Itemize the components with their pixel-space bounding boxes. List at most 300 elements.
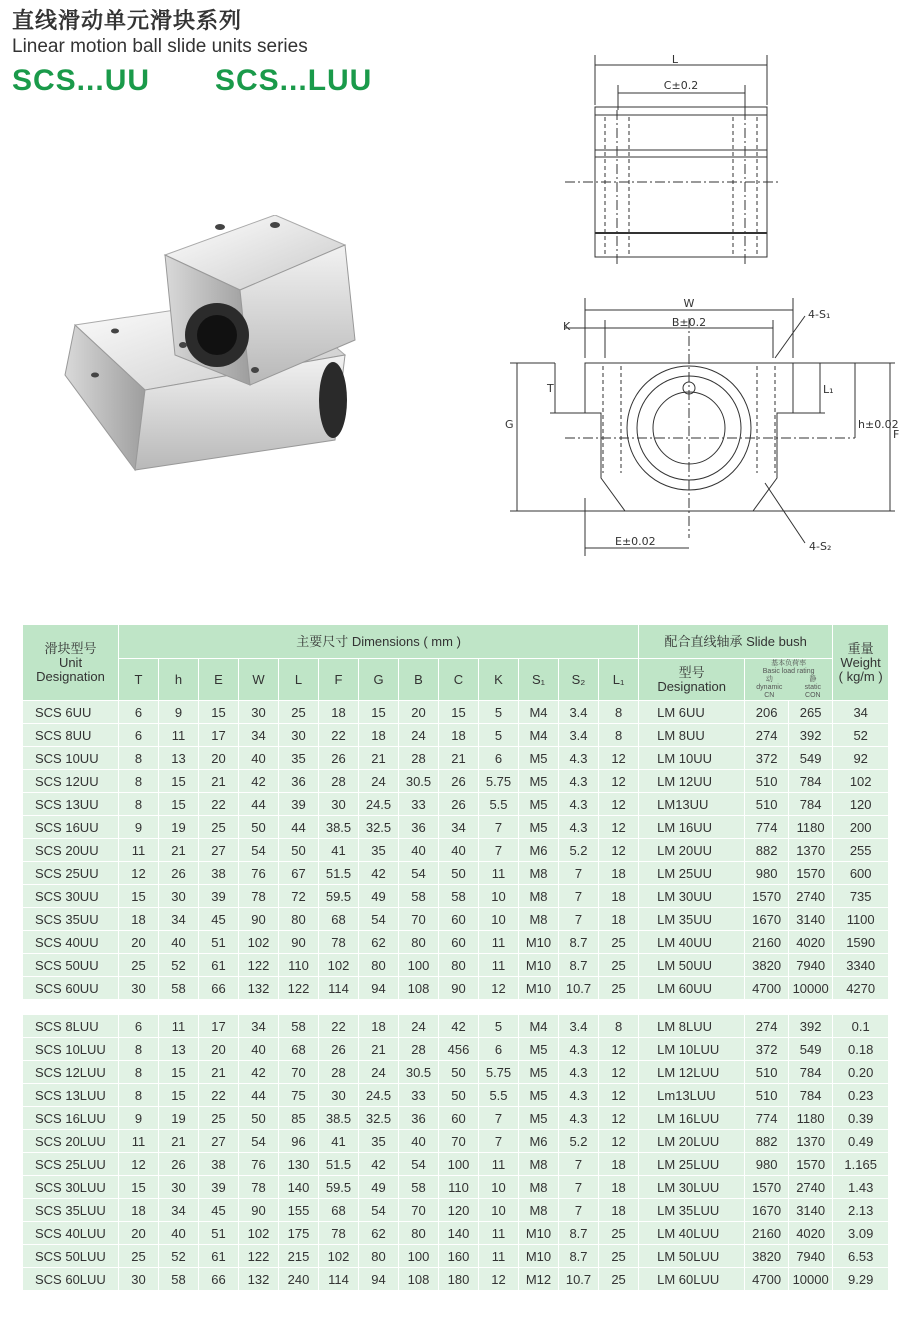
table-cell: Lm13LUU [639,1084,745,1107]
table-cell: 38.5 [319,816,359,839]
table-cell: LM 20LUU [639,1130,745,1153]
table-cell: 5 [479,701,519,724]
table-cell: 7 [479,816,519,839]
table-cell: LM 16LUU [639,1107,745,1130]
table-cell: 4.3 [559,1061,599,1084]
table-cell: 15 [199,701,239,724]
table-cell: LM 10LUU [639,1038,745,1061]
table-cell: M5 [519,770,559,793]
table-cell: 51.5 [319,1153,359,1176]
table-cell: 41 [319,839,359,862]
table-cell: 774 [745,816,789,839]
table-cell: 25 [599,977,639,1000]
table-cell: 80 [439,954,479,977]
table-row [23,1107,889,1130]
spec-table [22,624,888,1291]
table-cell: 130 [279,1153,319,1176]
table-cell: 11 [159,724,199,747]
table-cell: 30 [319,793,359,816]
table-cell: 11 [479,931,519,954]
table-cell: SCS 50UU [23,954,119,977]
table-cell: SCS 8LUU [23,1015,119,1038]
table-cell: 7 [559,1199,599,1222]
table-cell: 41 [319,1130,359,1153]
table-cell: 22 [319,724,359,747]
table-cell: LM 40LUU [639,1222,745,1245]
table-cell: SCS 35LUU [23,1199,119,1222]
table-cell: SCS 12UU [23,770,119,793]
table-cell: 2160 [745,1222,789,1245]
table-cell: 1370 [789,1130,833,1153]
table-cell: 90 [279,931,319,954]
table-cell: 34 [439,816,479,839]
table-cell: 12 [479,977,519,1000]
table-cell: 72 [279,885,319,908]
table-cell: 58 [399,1176,439,1199]
table-cell: 21 [199,1061,239,1084]
table-cell: 21 [359,747,399,770]
table-cell: 18 [599,862,639,885]
table-cell: 5.2 [559,839,599,862]
table-cell: SCS 13LUU [23,1084,119,1107]
table-cell: 11 [119,839,159,862]
table-cell: 54 [359,1199,399,1222]
table-cell: 18 [599,1199,639,1222]
table-cell: 4700 [745,977,789,1000]
col-slide-bush: 配合直线轴承 Slide bush [639,625,833,659]
table-cell: 392 [789,724,833,747]
table-row [23,724,889,747]
table-cell: 90 [239,1199,279,1222]
table-cell: 18 [599,1153,639,1176]
table-cell: 8 [119,1038,159,1061]
table-cell: 24 [359,1061,399,1084]
table-cell: 4.3 [559,816,599,839]
table-cell: 549 [789,1038,833,1061]
table-cell: 59.5 [319,1176,359,1199]
table-cell: 7 [479,1107,519,1130]
table-cell: 49 [359,1176,399,1199]
table-cell: M5 [519,747,559,770]
table-cell: 980 [745,862,789,885]
table-cell: 8.7 [559,931,599,954]
table-cell: 8 [599,724,639,747]
table-cell: 33 [399,1084,439,1107]
table-cell: 42 [239,770,279,793]
table-cell: 25 [119,954,159,977]
table-cell: 1.165 [833,1153,889,1176]
table-cell: M4 [519,724,559,747]
table-cell: 78 [239,885,279,908]
table-cell: M8 [519,1176,559,1199]
table-cell: 50 [279,839,319,862]
table-cell: M12 [519,1268,559,1291]
table-cell: 42 [359,862,399,885]
table-cell: 784 [789,770,833,793]
table-cell: 11 [479,1245,519,1268]
table-cell: 6.53 [833,1245,889,1268]
table-cell: 215 [279,1245,319,1268]
table-cell: 600 [833,862,889,885]
table-cell: 26 [319,747,359,770]
table-cell: 11 [159,1015,199,1038]
table-cell: 94 [359,1268,399,1291]
table-cell: 12 [599,816,639,839]
table-cell: 1670 [745,1199,789,1222]
dim-t-label: T [547,382,554,395]
table-cell: 27 [199,839,239,862]
table-cell: 50 [239,1107,279,1130]
table-cell: 15 [359,701,399,724]
col-l1: L₁ [599,659,639,701]
table-cell: 21 [159,839,199,862]
table-cell: 25 [599,1222,639,1245]
table-cell: 549 [789,747,833,770]
table-cell: M8 [519,1199,559,1222]
table-cell: 2.13 [833,1199,889,1222]
table-cell: 61 [199,954,239,977]
table-cell: 274 [745,1015,789,1038]
table-cell: 26 [159,1153,199,1176]
table-cell: 25 [279,701,319,724]
table-cell: 5 [479,724,519,747]
table-cell: 10 [479,1199,519,1222]
table-cell: 78 [319,931,359,954]
table-cell: 3140 [789,908,833,931]
table-row [23,885,889,908]
table-cell: 80 [359,954,399,977]
table-cell: 36 [399,1107,439,1130]
table-cell: 62 [359,931,399,954]
table-cell: 1570 [745,885,789,908]
table-cell: 18 [439,724,479,747]
table-row [23,1061,889,1084]
table-cell: 8.7 [559,1222,599,1245]
table-cell: 15 [159,793,199,816]
table-cell: 7 [479,1130,519,1153]
col-s1: S₁ [519,659,559,701]
col-s2: S₂ [559,659,599,701]
table-cell: M10 [519,1222,559,1245]
table-cell: 882 [745,1130,789,1153]
table-cell: 52 [833,724,889,747]
table-cell: 11 [479,1222,519,1245]
table-cell: SCS 60UU [23,977,119,1000]
table-cell: 38.5 [319,1107,359,1130]
table-cell: 10 [479,1176,519,1199]
table-cell: 6 [479,1038,519,1061]
table-cell: LM 8UU [639,724,745,747]
table-cell: 255 [833,839,889,862]
table-cell: 68 [319,1199,359,1222]
table-cell: 20 [199,1038,239,1061]
col-e: E [199,659,239,701]
table-cell: 42 [359,1153,399,1176]
table-cell: 6 [479,747,519,770]
table-cell: 52 [159,954,199,977]
table-row [23,793,889,816]
col-unit-designation: 滑块型号 Unit Designation [23,625,119,701]
table-cell: 85 [279,1107,319,1130]
table-cell: 17 [199,724,239,747]
table-cell: SCS 40UU [23,931,119,954]
table-row [23,701,889,724]
table-row [23,1015,889,1038]
table-cell: 70 [279,1061,319,1084]
table-cell: 62 [359,1222,399,1245]
table-cell: 30 [119,1268,159,1291]
table-cell: LM 50LUU [639,1245,745,1268]
table-cell: 7 [559,1176,599,1199]
table-cell: 11 [479,862,519,885]
table-cell: 3.4 [559,724,599,747]
table-cell: 4020 [789,1222,833,1245]
col-dimensions: 主要尺寸 Dimensions ( mm ) [119,625,639,659]
table-cell: 8.7 [559,1245,599,1268]
table-cell: LM 12UU [639,770,745,793]
table-cell: 102 [319,954,359,977]
dim-s1-label: 4-S₁ [808,308,831,321]
table-cell: LM 8LUU [639,1015,745,1038]
table-cell: 17 [199,1015,239,1038]
table-cell: 24.5 [359,1084,399,1107]
table-cell: LM 10UU [639,747,745,770]
dim-k-label: K [563,320,571,333]
table-cell: M6 [519,839,559,862]
table-row [23,931,889,954]
table-row [23,954,889,977]
table-cell: 34 [239,1015,279,1038]
table-cell: 774 [745,1107,789,1130]
table-row [23,839,889,862]
table-cell: 1100 [833,908,889,931]
table-cell: LM13UU [639,793,745,816]
table-cell: 122 [239,954,279,977]
table-row [23,1084,889,1107]
table-cell: 8 [599,1015,639,1038]
table-cell: 12 [599,1061,639,1084]
table-cell: 21 [199,770,239,793]
table-cell: 882 [745,839,789,862]
table-cell: 10.7 [559,977,599,1000]
table-cell: 510 [745,1061,789,1084]
table-cell: 24.5 [359,793,399,816]
table-cell: 1180 [789,816,833,839]
table-cell: 68 [279,1038,319,1061]
table-cell: 40 [239,747,279,770]
table-cell: 122 [239,1245,279,1268]
table-cell: 28 [399,747,439,770]
table-cell: 22 [199,1084,239,1107]
table-cell: 40 [439,839,479,862]
table-row [23,747,889,770]
table-cell: 45 [199,908,239,931]
table-cell: LM 25UU [639,862,745,885]
table-cell: 102 [319,1245,359,1268]
table-cell: SCS 35UU [23,908,119,931]
table-cell: 3820 [745,1245,789,1268]
table-cell: 59.5 [319,885,359,908]
table-cell: 12 [599,793,639,816]
table-cell: 26 [319,1038,359,1061]
table-cell: 44 [279,816,319,839]
table-cell: 44 [239,1084,279,1107]
table-cell: 21 [439,747,479,770]
table-cell: 8.7 [559,954,599,977]
table-cell: M5 [519,1084,559,1107]
table-cell: 372 [745,747,789,770]
table-cell: 2740 [789,1176,833,1199]
table-cell: 78 [319,1222,359,1245]
table-cell: 140 [279,1176,319,1199]
table-cell: 66 [199,1268,239,1291]
table-cell: 102 [239,1222,279,1245]
table-cell: 42 [239,1061,279,1084]
table-cell: LM 30LUU [639,1176,745,1199]
table-cell: 51 [199,1222,239,1245]
table-row [23,1222,889,1245]
table-cell: SCS 50LUU [23,1245,119,1268]
table-cell: 50 [439,862,479,885]
table-cell: 51 [199,931,239,954]
table-cell: 2160 [745,931,789,954]
table-cell: 54 [399,862,439,885]
table-cell: 40 [159,1222,199,1245]
table-cell: 4.3 [559,1107,599,1130]
table-cell: 76 [239,1153,279,1176]
table-cell: 9 [159,701,199,724]
table-cell: 9 [119,816,159,839]
table-cell: M8 [519,908,559,931]
table-cell: 39 [199,885,239,908]
table-cell: 30 [159,885,199,908]
table-cell: 12 [479,1268,519,1291]
table-cell: 54 [239,839,279,862]
table-cell: 26 [439,770,479,793]
table-cell: 50 [239,816,279,839]
table-cell: SCS 6UU [23,701,119,724]
table-cell: M10 [519,977,559,1000]
table-cell: 32.5 [359,816,399,839]
table-cell: 70 [439,1130,479,1153]
table-cell: 25 [599,1245,639,1268]
table-cell: 7940 [789,1245,833,1268]
table-cell: SCS 16LUU [23,1107,119,1130]
table-cell: 76 [239,862,279,885]
table-cell: 25 [199,1107,239,1130]
table-cell: 19 [159,1107,199,1130]
table-cell: 30 [119,977,159,1000]
table-cell: 11 [119,1130,159,1153]
table-cell: M4 [519,1015,559,1038]
table-cell: 510 [745,793,789,816]
table-cell: 120 [833,793,889,816]
table-cell: SCS 60LUU [23,1268,119,1291]
table-cell: 2740 [789,885,833,908]
table-row [23,977,889,1000]
table-cell: 18 [119,908,159,931]
table-cell: 58 [159,1268,199,1291]
table-cell: 25 [599,1268,639,1291]
dim-g-label: G [505,418,514,431]
table-cell: M4 [519,701,559,724]
table-cell: 1.43 [833,1176,889,1199]
table-cell: 80 [399,931,439,954]
table-cell: 50 [439,1084,479,1107]
table-cell: 35 [359,839,399,862]
table-cell: 140 [439,1222,479,1245]
table-cell: 33 [399,793,439,816]
table-cell: 20 [199,747,239,770]
table-section-gap [23,1000,889,1015]
table-cell: 12 [119,862,159,885]
table-cell: 160 [439,1245,479,1268]
table-row [23,908,889,931]
table-cell: 0.39 [833,1107,889,1130]
table-row [23,1038,889,1061]
table-cell: 52 [159,1245,199,1268]
table-cell: 108 [399,1268,439,1291]
table-cell: 49 [359,885,399,908]
table-cell: 4.3 [559,747,599,770]
col-k: K [479,659,519,701]
table-cell: 102 [833,770,889,793]
table-cell: 39 [279,793,319,816]
table-cell: 510 [745,770,789,793]
table-cell: 784 [789,793,833,816]
table-cell: LM 6UU [639,701,745,724]
table-cell: 70 [399,908,439,931]
dim-c-label: C±0.2 [663,79,699,92]
table-cell: 24 [399,1015,439,1038]
table-cell: M5 [519,1038,559,1061]
table-cell: 7 [559,862,599,885]
table-cell: SCS 10UU [23,747,119,770]
table-cell: 240 [279,1268,319,1291]
table-cell: 68 [319,908,359,931]
table-cell: 21 [159,1130,199,1153]
table-cell: 18 [599,1176,639,1199]
table-cell: 58 [159,977,199,1000]
table-cell: 206 [745,701,789,724]
table-cell: SCS 40LUU [23,1222,119,1245]
table-cell: 5.75 [479,1061,519,1084]
table-cell: 1370 [789,839,833,862]
table-cell: 120 [439,1199,479,1222]
table-cell: 15 [119,1176,159,1199]
table-cell: 102 [239,931,279,954]
front-view-drawing [495,298,905,568]
col-bush-designation: 型号 Designation [639,659,745,701]
table-cell: 100 [399,954,439,977]
table-cell: 19 [159,816,199,839]
table-cell: 4.3 [559,793,599,816]
table-cell: SCS 20LUU [23,1130,119,1153]
table-cell: 80 [279,908,319,931]
table-cell: LM 35UU [639,908,745,931]
table-cell: 12 [599,770,639,793]
table-cell: 0.18 [833,1038,889,1061]
table-cell: 34 [159,908,199,931]
table-cell: M10 [519,1245,559,1268]
table-cell: M8 [519,862,559,885]
table-cell: 28 [319,770,359,793]
table-cell: 10 [479,908,519,931]
table-cell: 110 [439,1176,479,1199]
table-cell: 58 [439,885,479,908]
table-cell: SCS 30LUU [23,1176,119,1199]
table-cell: M5 [519,793,559,816]
